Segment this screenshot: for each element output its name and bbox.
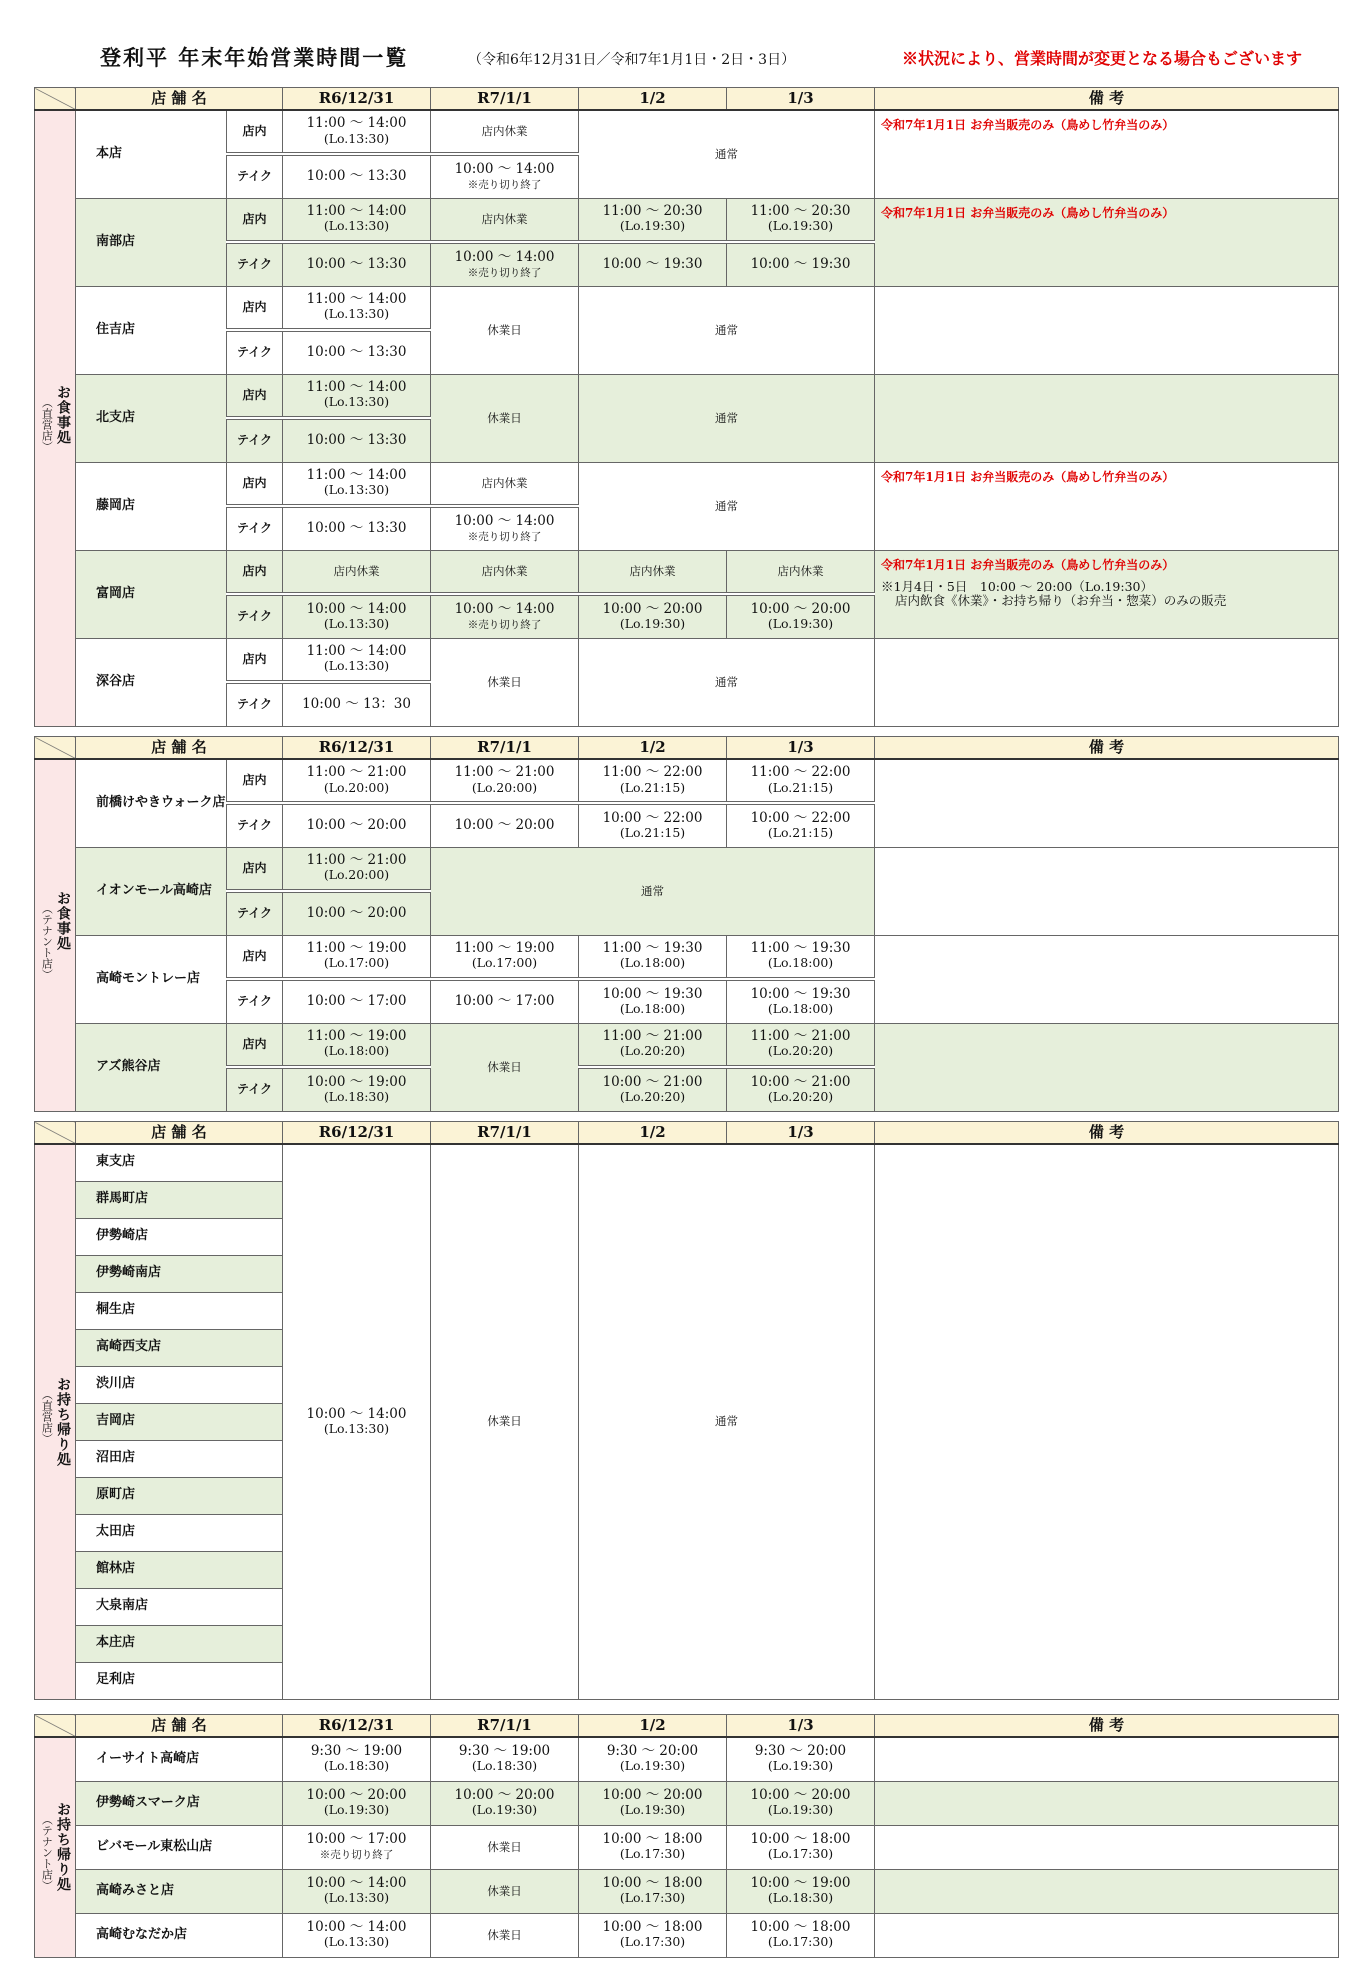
store-name: 原町店 [76,1477,283,1514]
col-d1: R6/12/31 [283,88,431,111]
section-label: お持ち帰り処 （直営店） [35,1144,76,1699]
table-header-row: 店 舗 名 R6/12/31 R7/1/1 1/2 1/3 備 考 [35,1715,1339,1738]
table-row: 高崎むなだか店 10:00 ～ 14:00 (Lo.13:30) 休業日 10:00 ～ 18:00 (Lo.17:30) 10:00 ～ 18:00 (Lo.17:30) [35,1913,1339,1957]
store-name: 藤岡店 [76,462,227,550]
store-name: イーサイト高崎店 [76,1737,283,1781]
change-notice: ※状況により、営業時間が変更となる場合もございます [902,49,1303,68]
store-name: 伊勢崎スマーク店 [76,1781,283,1825]
store-name: 沼田店 [76,1440,283,1477]
section-label: お食事処 （直営店） [35,110,76,726]
table-row: テイク 10:00 ～ 13:30 [35,330,1339,374]
table-row: 深谷店 店内 11:00 ～ 14:00 (Lo.13:30) 休業日 通常 [35,638,1339,682]
section-label: お持ち帰り処 （テナント店） [35,1737,76,1957]
table-dine-in-tenant [34,736,1339,1112]
store-name: 北支店 [76,374,227,462]
store-name: 高崎むなだか店 [76,1913,283,1957]
store-name: 南部店 [76,198,227,286]
store-name: 大泉南店 [76,1588,283,1625]
table-header-row: 店 舗 名 R6/12/31 R7/1/1 1/2 1/3 備 考 [35,737,1339,760]
table-row: ビバモール東松山店 10:00 ～ 17:00 ※売り切り終了 休業日 10:00 ～ 18:00 (Lo.17:30) 10:00 ～ 18:00 (Lo.17:30) [35,1825,1339,1869]
store-name: 群馬町店 [76,1181,283,1218]
col-d3: 1/2 [579,88,727,111]
table-row: 南部店 店内 11:00 ～ 14:00 (Lo.13:30) 店内休業 11:00 ～ 20:30 (Lo.19:30) 11:00 ～ 20:30 (Lo.19:30) 令和7年1月1日 お弁当販売のみ（鳥めし竹弁当のみ） [35,198,1339,242]
store-name: 吉岡店 [76,1403,283,1440]
store-name: 本店 [76,110,227,198]
col-d4: 1/3 [727,88,875,111]
table-header-row: 店 舗 名 R6/12/31 R7/1/1 1/2 1/3 備 考 [35,1122,1339,1145]
store-name: 伊勢崎店 [76,1218,283,1255]
table-header-row [35,88,1339,111]
table-row: 伊勢崎スマーク店 10:00 ～ 20:00 (Lo.19:30) 10:00 ～ 20:00 (Lo.19:30) 10:00 ～ 20:00 (Lo.19:30) 10:00 ～ 20:00 (Lo.19:30) [35,1781,1339,1825]
table-row: テイク 10:00 ～ 14:00 (Lo.13:30) 10:00 ～ 14:00 ※売り切り終了 10:00 ～ 20:00 (Lo.19:30) 10:00 ～ 20:00 (Lo.19:30) [35,594,1339,638]
store-name: 本庄店 [76,1625,283,1662]
store-name: 深谷店 [76,638,227,726]
table-row: お食事処 （テナント店） 前橋けやきウォーク店 店内 11:00 ～ 21:00 (Lo.20:00) 11:00 ～ 21:00 (Lo.20:00) 11:00 ～ 22:00 (Lo.21:15) 11:00 ～ 22:00 (Lo.21:15) [35,759,1339,803]
table-row: お食事処 （直営店） 本店 店内 11:00 ～ 14:00 (Lo.13:30) 店内休業 通常 令和7年1月1日 お弁当販売のみ（鳥めし竹弁当のみ） [35,110,1339,154]
store-name: 高崎みさと店 [76,1869,283,1913]
table-row: イオンモール高崎店 店内 11:00 ～ 21:00 (Lo.20:00) 通常 [35,847,1339,891]
table-row: 北支店 店内 11:00 ～ 14:00 (Lo.13:30) 休業日 通常 [35,374,1339,418]
table-row: 高崎モントレー店 店内 11:00 ～ 19:00 (Lo.17:00) 11:00 ～ 19:00 (Lo.17:00) 11:00 ～ 19:30 (Lo.18:00) 11:00 ～ 19:30 (Lo.18:00) [35,935,1339,979]
store-name: 足利店 [76,1662,283,1699]
store-name: ビバモール東松山店 [76,1825,283,1869]
store-name: 太田店 [76,1514,283,1551]
table-row: お持ち帰り処 （テナント店） イーサイト高崎店 9:30 ～ 19:00 (Lo.18:30) 9:30 ～ 19:00 (Lo.18:30) 9:30 ～ 20:00 (Lo.19:30) 9:30 ～ 20:00 (Lo.19:30) [35,1737,1339,1781]
table-row: 藤岡店 店内 11:00 ～ 14:00 (Lo.13:30) 店内休業 通常 令和7年1月1日 お弁当販売のみ（鳥めし竹弁当のみ） [35,462,1339,506]
col-d2: R7/1/1 [431,88,579,111]
col-remarks: 備 考 [875,88,1339,111]
table-row: テイク 10:00 ～ 13:30 [35,418,1339,462]
store-name: イオンモール高崎店 [76,847,227,935]
store-name: 住吉店 [76,286,227,374]
table-row: テイク 10:00 ～ 13:30 10:00 ～ 14:00 ※売り切り終了 10:00 ～ 19:30 10:00 ～ 19:30 [35,242,1339,286]
page-subtitle: （令和6年12月31日／令和7年1月1日・2日・3日） [468,52,796,68]
table-row: テイク 10:00 ～ 13:30 10:00 ～ 14:00 ※売り切り終了 [35,154,1339,198]
store-name: 東支店 [76,1144,283,1181]
col-store: 店 舗 名 [76,88,283,111]
store-name: 高崎西支店 [76,1329,283,1366]
table-row: テイク 10:00 ～ 13：30 [35,682,1339,726]
table-takeout-direct [34,1121,1339,1700]
table-row: テイク 10:00 ～ 20:00 10:00 ～ 20:00 10:00 ～ 22:00 (Lo.21:15) 10:00 ～ 22:00 (Lo.21:15) [35,803,1339,847]
page-header [0,0,1370,80]
store-name: 高崎モントレー店 [76,935,227,1023]
table-row: テイク 10:00 ～ 19:00 (Lo.18:30) 10:00 ～ 21:00 (Lo.20:20) 10:00 ～ 21:00 (Lo.20:20) [35,1067,1339,1111]
table-row: テイク 10:00 ～ 17:00 10:00 ～ 17:00 10:00 ～ 19:30 (Lo.18:00) 10:00 ～ 19:30 (Lo.18:00) [35,979,1339,1023]
store-name: 渋川店 [76,1366,283,1403]
page-title: 登利平 年末年始営業時間一覧 [100,45,409,70]
table-row: お持ち帰り処 （直営店） 東支店 10:00 ～ 14:00 (Lo.13:30) 休業日 通常 [35,1144,1339,1181]
table-takeout-tenant [34,1714,1339,1958]
store-name: 伊勢崎南店 [76,1255,283,1292]
store-name: 桐生店 [76,1292,283,1329]
table-row: 高崎みさと店 10:00 ～ 14:00 (Lo.13:30) 休業日 10:00 ～ 18:00 (Lo.17:30) 10:00 ～ 19:00 (Lo.18:30) [35,1869,1339,1913]
store-name: アズ熊谷店 [76,1023,227,1111]
store-name: 富岡店 [76,550,227,638]
table-row: 富岡店 店内 店内休業 店内休業 店内休業 店内休業 令和7年1月1日 お弁当販売のみ（鳥めし竹弁当のみ） ※1月4日・5日 10:00 ～ 20:00（Lo.19:30） 店内飲食《休業》・お持ち帰り（お弁当・惣菜）のみの販売 [35,550,1339,594]
table-row: テイク 10:00 ～ 13:30 10:00 ～ 14:00 ※売り切り終了 [35,506,1339,550]
table-row: 住吉店 店内 11:00 ～ 14:00 (Lo.13:30) 休業日 通常 [35,286,1339,330]
table-dine-in-direct [34,87,1339,727]
section-label: お食事処 （テナント店） [35,759,76,1111]
store-name: 前橋けやきウォーク店 [76,759,227,847]
table-row: アズ熊谷店 店内 11:00 ～ 19:00 (Lo.18:00) 休業日 11:00 ～ 21:00 (Lo.20:20) 11:00 ～ 21:00 (Lo.20:20) [35,1023,1339,1067]
store-name: 館林店 [76,1551,283,1588]
table-row: テイク 10:00 ～ 20:00 [35,891,1339,935]
